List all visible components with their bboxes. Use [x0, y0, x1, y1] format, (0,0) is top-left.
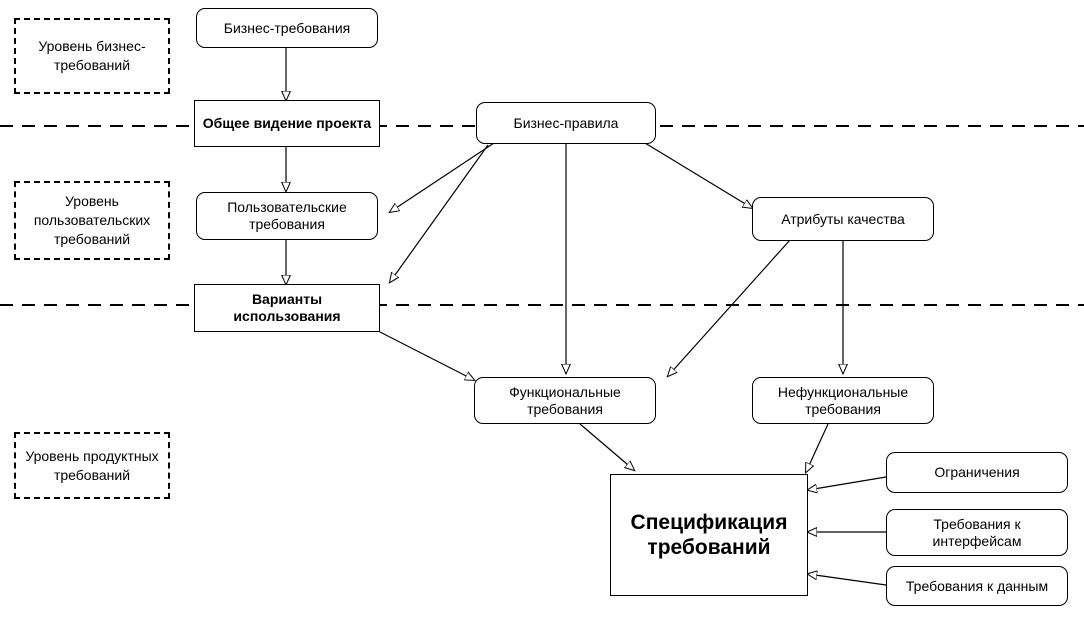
node-nonfunctional-requirements[interactable] [752, 377, 934, 424]
node-use-cases-label: Варианты использования [233, 291, 341, 324]
node-business-rules-label: Бизнес-правила [513, 114, 619, 131]
node-constraints-label: Ограничения [934, 464, 1020, 481]
node-project-vision[interactable] [194, 100, 380, 147]
level-label-user-text: Уровень пользовательских требований [33, 193, 151, 247]
node-constraints[interactable] [886, 452, 1068, 493]
node-requirements-specification-label: Спецификация требований [630, 510, 788, 559]
node-project-vision-label: Общее видение проекта [202, 115, 372, 132]
node-requirements-specification[interactable] [610, 474, 808, 596]
node-quality-attributes-label: Атрибуты качества [781, 210, 905, 227]
node-quality-attributes[interactable] [752, 197, 934, 241]
node-functional-requirements-label: Функциональные требования [509, 383, 621, 417]
node-business-rules[interactable] [476, 102, 656, 144]
level-label-business [14, 18, 170, 94]
node-interface-requirements-label: Требования к интерфейсам [932, 515, 1022, 549]
node-functional-requirements[interactable] [474, 377, 656, 424]
level-label-product-text: Уровень продуктных требований [25, 447, 159, 483]
node-use-cases[interactable] [194, 284, 380, 332]
level-label-user [14, 181, 170, 260]
node-business-requirements[interactable] [196, 8, 378, 48]
level-label-business-text: Уровень бизнес-требований [38, 38, 146, 73]
node-interface-requirements[interactable] [886, 509, 1068, 556]
node-data-requirements-label: Требования к данным [905, 577, 1049, 594]
level-label-product [14, 432, 170, 499]
node-nonfunctional-requirements-label: Нефункциональные требования [777, 383, 909, 417]
node-data-requirements[interactable] [886, 566, 1068, 606]
node-user-requirements-label: Пользовательские требования [227, 199, 347, 232]
node-user-requirements[interactable] [196, 192, 378, 240]
node-business-requirements-label: Бизнес-требования [223, 19, 351, 36]
